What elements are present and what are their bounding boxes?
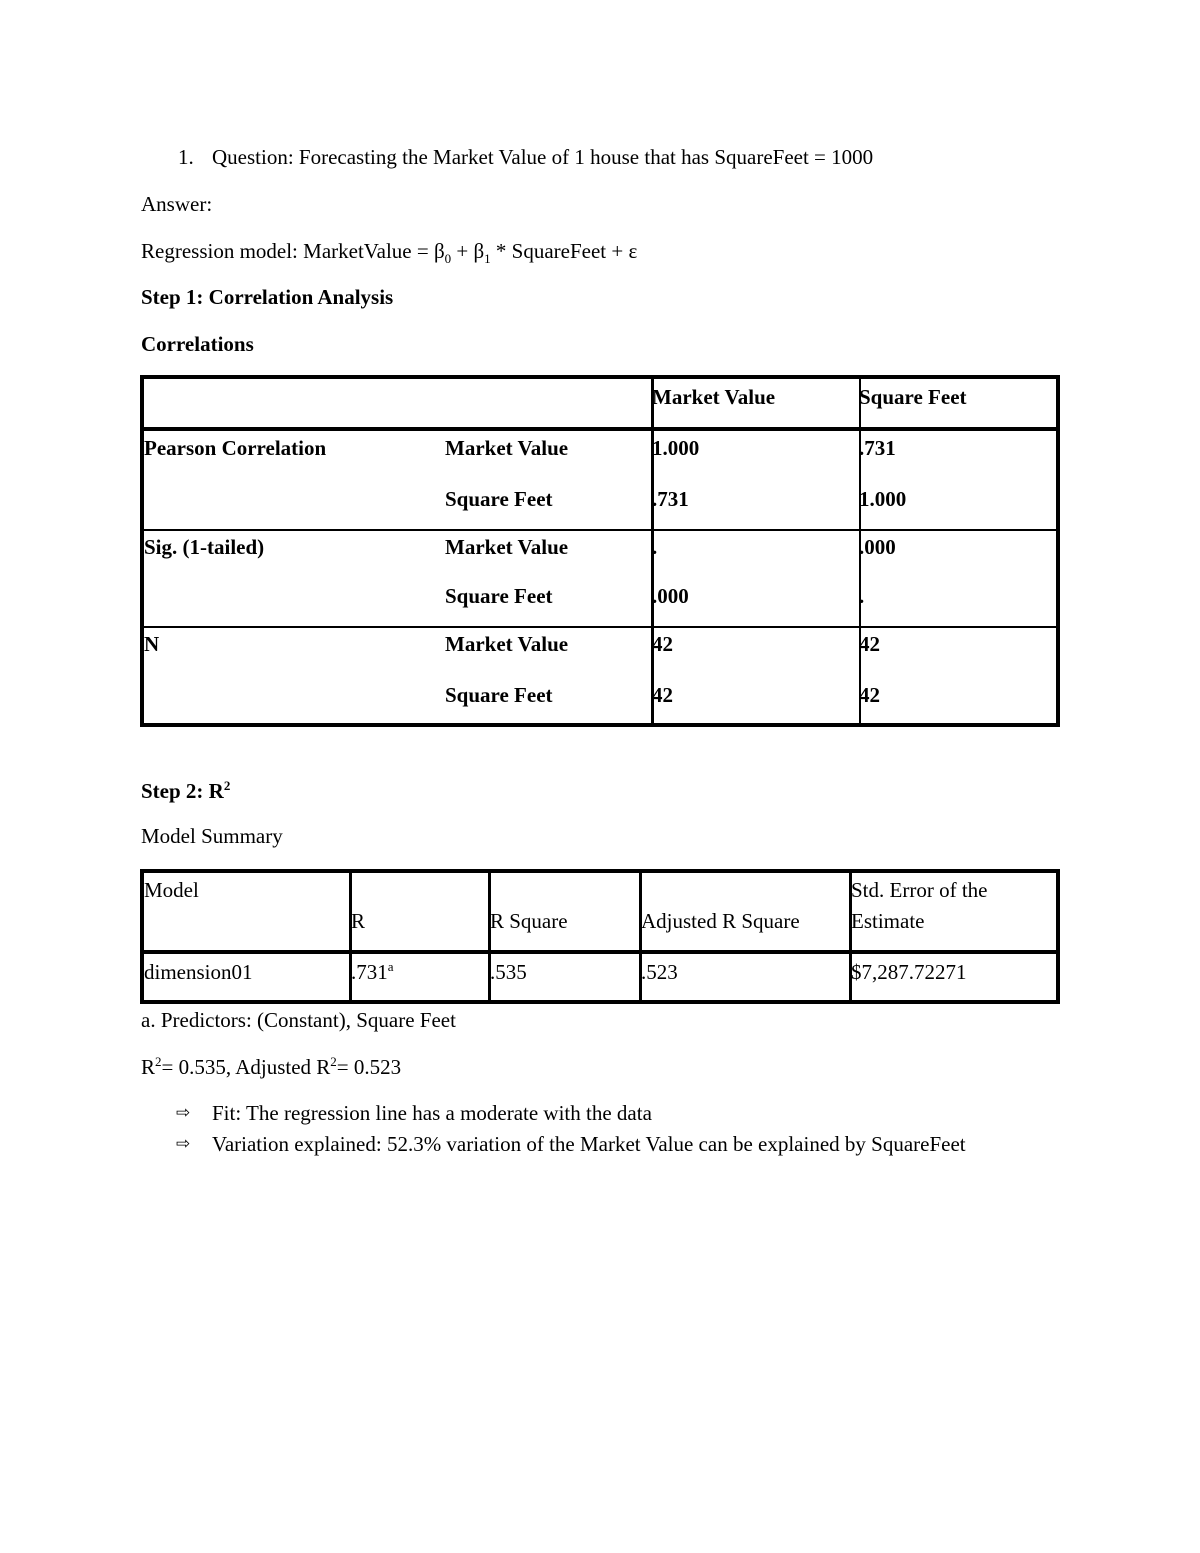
row-r-value: .731 — [351, 960, 388, 984]
arrow-bullet-icon: ⇨ — [176, 1103, 191, 1123]
regression-model — [141, 237, 637, 265]
r2-summary — [141, 1053, 401, 1081]
header-adjusted-r-square: Adjusted R Square — [641, 909, 800, 933]
question-number: 1. — [178, 145, 194, 169]
row-adjusted-r-square: .523 — [641, 960, 678, 984]
correlations-table — [140, 375, 1060, 727]
row-std-error: $7,287.72271 — [851, 960, 967, 984]
cell-value: 42 — [652, 632, 673, 656]
col-header-square-feet: Square Feet — [859, 385, 967, 409]
step2-heading-sup: 2 — [223, 778, 231, 793]
header-r: R — [351, 909, 366, 933]
cell-value: 42 — [859, 683, 880, 707]
question-text: Question: Forecasting the Market Value of 1 house that has SquareFeet = 1000 — [212, 145, 874, 169]
cell-value: . — [859, 584, 865, 608]
row-sub-label: Square Feet — [445, 487, 553, 511]
step2-heading-text: Step 2: R — [141, 779, 224, 803]
bullet-fit: Fit: The regression line has a moderate with the data — [212, 1101, 652, 1125]
cell-value: . — [652, 535, 658, 559]
model-summary-table — [140, 869, 1060, 1004]
r2-summary-part3: = 0.523 — [336, 1055, 402, 1079]
regression-model-suffix: * SquareFeet + ε — [490, 239, 638, 263]
row-r-footnote-mark: a — [387, 959, 394, 974]
header-divider — [144, 427, 1056, 431]
row-model — [144, 958, 253, 986]
row-group-label: Sig. (1-tailed) — [144, 535, 265, 559]
row-sub-label: Market Value — [445, 535, 569, 559]
header-std-error-line2: Estimate — [851, 909, 925, 933]
row-model-name: dimension0 — [144, 960, 242, 984]
cell-value: 42 — [859, 632, 880, 656]
header-model: Model — [144, 878, 199, 902]
cell-value: .000 — [652, 584, 689, 608]
arrow-bullet-icon: ⇨ — [176, 1134, 191, 1154]
header-divider — [144, 950, 1056, 954]
group-divider — [144, 626, 1056, 628]
model-summary-title: Model Summary — [141, 824, 283, 848]
cell-value: 1.000 — [652, 436, 700, 460]
row-sub-label: Market Value — [445, 632, 569, 656]
table-footnote: a. Predictors: (Constant), Square Feet — [141, 1008, 456, 1032]
correlations-title: Correlations — [141, 332, 254, 356]
row-model-number: 1 — [242, 960, 253, 984]
r2-summary-part1: R — [141, 1055, 156, 1079]
r2-summary-part2: = 0.535, Adjusted R — [161, 1055, 331, 1079]
cell-value: .731 — [859, 436, 896, 460]
cell-value: 42 — [652, 683, 673, 707]
regression-model-prefix: Regression model: MarketValue = β — [141, 239, 445, 263]
row-group-label: N — [144, 632, 160, 656]
cell-value: .000 — [859, 535, 896, 559]
row-sub-label: Square Feet — [445, 683, 553, 707]
cell-value: 1.000 — [859, 487, 907, 511]
header-r-square: R Square — [490, 909, 568, 933]
group-divider — [144, 529, 1056, 531]
row-r — [351, 958, 394, 986]
row-r-square: .535 — [490, 960, 527, 984]
row-sub-label: Market Value — [445, 436, 569, 460]
beta0-subscript: 0 — [444, 251, 452, 267]
col-header-market-value: Market Value — [652, 385, 776, 409]
row-group-label: Pearson Correlation — [144, 436, 327, 460]
step2-heading — [141, 777, 230, 805]
bullet-variation: Variation explained: 52.3% variation of the Market Value can be explained by SquareFeet — [212, 1132, 966, 1156]
step1-heading: Step 1: Correlation Analysis — [141, 285, 394, 309]
r2-sup: 2 — [155, 1054, 162, 1069]
answer-label: Answer: — [141, 192, 213, 216]
adj-r2-sup: 2 — [330, 1054, 337, 1069]
row-sub-label: Square Feet — [445, 584, 553, 608]
beta1-subscript: 1 — [484, 251, 491, 267]
regression-model-mid: + β — [451, 239, 485, 263]
header-std-error-line1: Std. Error of the — [851, 878, 988, 902]
cell-value: .731 — [652, 487, 689, 511]
